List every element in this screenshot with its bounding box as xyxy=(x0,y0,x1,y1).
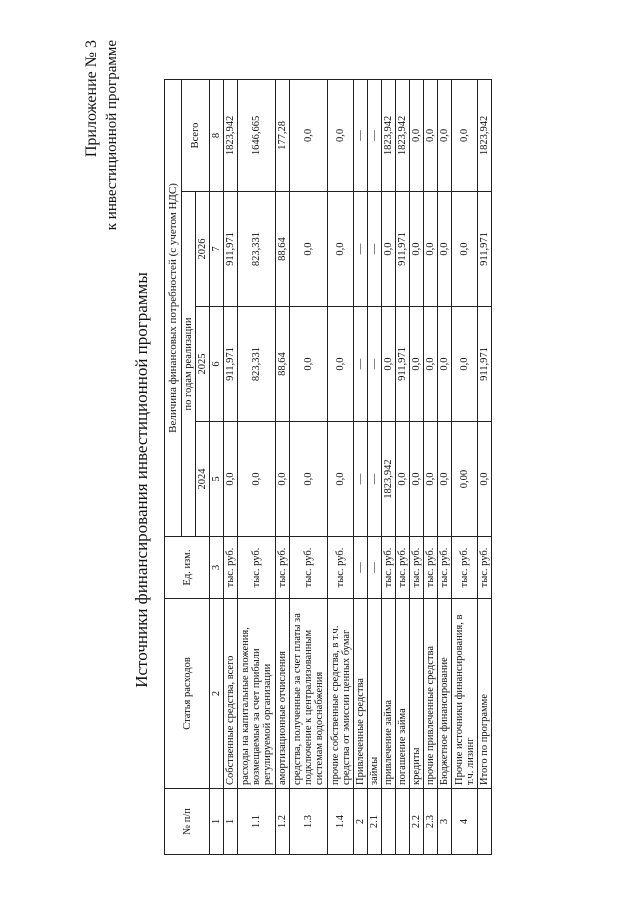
header-total: Всего xyxy=(182,79,210,191)
row-unit: тыс. руб. xyxy=(238,537,276,599)
row-item: прочие собственные средства, в т.ч. средства от эмиссии ценных бумаг xyxy=(328,599,354,789)
row-num: 2.3 xyxy=(424,789,438,855)
row-2026: — xyxy=(354,192,368,307)
row-num: 2 xyxy=(354,789,368,855)
row-total: 1823,942 xyxy=(396,79,410,191)
row-2025: 911,971 xyxy=(478,307,492,422)
row-2026: 0,0 xyxy=(290,192,328,307)
table-row xyxy=(478,79,492,854)
table-row xyxy=(276,79,290,854)
row-item: привлечение займа xyxy=(382,599,396,789)
row-2024: 0,0 xyxy=(290,422,328,537)
row-2026: — xyxy=(368,192,382,307)
row-num: 2.2 xyxy=(410,789,424,855)
row-total: 0,0 xyxy=(424,79,438,191)
row-2024: 0,0 xyxy=(224,422,238,537)
row-2024: 0,0 xyxy=(396,422,410,537)
row-2025: 0,0 xyxy=(382,307,396,422)
row-2024: 0,0 xyxy=(328,422,354,537)
header-item: Статья расходов xyxy=(165,599,210,789)
header-index: 1 xyxy=(210,789,224,855)
row-unit: тыс. руб. xyxy=(224,537,238,599)
row-2026: 0,0 xyxy=(452,192,478,307)
row-unit: — xyxy=(368,537,382,599)
header-num: № п/п xyxy=(165,789,210,855)
row-unit: тыс. руб. xyxy=(478,537,492,599)
row-2025: 0,0 xyxy=(424,307,438,422)
row-unit: тыс. руб. xyxy=(410,537,424,599)
row-item: прочие привлеченные средства xyxy=(424,599,438,789)
row-item: Привлеченные средства xyxy=(354,599,368,789)
table-row xyxy=(238,79,276,854)
row-num: 1.3 xyxy=(290,789,328,855)
row-2024: 0,00 xyxy=(452,422,478,537)
row-2025: 911,971 xyxy=(224,307,238,422)
row-unit: тыс. руб. xyxy=(438,537,452,599)
row-total: 0,0 xyxy=(290,79,328,191)
row-2025: 0,0 xyxy=(290,307,328,422)
annex-label xyxy=(82,40,122,230)
header-subgroup: по годам реализации xyxy=(182,192,196,537)
annex-subtitle: к инвестиционной программе xyxy=(104,40,120,231)
row-2025: — xyxy=(354,307,368,422)
header-index: 5 xyxy=(210,422,224,537)
row-2026: 88,64 xyxy=(276,192,290,307)
row-item: кредиты xyxy=(410,599,424,789)
row-2025: 0,0 xyxy=(410,307,424,422)
row-unit: тыс. руб. xyxy=(328,537,354,599)
row-unit: тыс. руб. xyxy=(290,537,328,599)
row-total: 1823,942 xyxy=(224,79,238,191)
row-num: 1.4 xyxy=(328,789,354,855)
row-total: — xyxy=(354,79,368,191)
table-row xyxy=(452,79,478,854)
row-num: 4 xyxy=(452,789,478,855)
row-2024: 0,0 xyxy=(410,422,424,537)
financing-table xyxy=(164,79,492,855)
row-num xyxy=(382,789,396,855)
row-2025: 88,64 xyxy=(276,307,290,422)
row-2025: 0,0 xyxy=(452,307,478,422)
header-group: Величина финансовых потребностей (с учетом НДС) xyxy=(165,79,182,536)
row-total: 1823,942 xyxy=(382,79,396,191)
row-2026: 0,0 xyxy=(328,192,354,307)
row-total: 0,0 xyxy=(452,79,478,191)
row-item: займы xyxy=(368,599,382,789)
row-num xyxy=(478,789,492,855)
row-item: амортизационные отчисления xyxy=(276,599,290,789)
row-2025: — xyxy=(368,307,382,422)
row-unit: тыс. руб. xyxy=(276,537,290,599)
header-index: 6 xyxy=(210,307,224,422)
row-item: расходы на капитальные вложения, возмещаемые за счет прибыли регулируемой организации xyxy=(238,599,276,789)
table-row xyxy=(438,79,452,854)
table-row xyxy=(328,79,354,854)
row-num: 1.1 xyxy=(238,789,276,855)
row-total: 1823,942 xyxy=(478,79,492,191)
row-unit: — xyxy=(354,537,368,599)
header-year-2026: 2026 xyxy=(196,192,210,307)
table-row xyxy=(368,79,382,854)
row-total: 1646,665 xyxy=(238,79,276,191)
row-2024: 0,0 xyxy=(238,422,276,537)
document-title: Источники финансирования инвестиционной программы xyxy=(132,272,151,688)
row-2025: 0,0 xyxy=(328,307,354,422)
row-2024: 0,0 xyxy=(276,422,290,537)
row-num: 1.2 xyxy=(276,789,290,855)
row-num xyxy=(396,789,410,855)
row-num: 2.1 xyxy=(368,789,382,855)
row-2026: 911,971 xyxy=(478,192,492,307)
table-row xyxy=(410,79,424,854)
header-index: 2 xyxy=(210,599,224,789)
row-item: Прочие источники финансирования, в т.ч. лизинг xyxy=(452,599,478,789)
row-2026: 0,0 xyxy=(424,192,438,307)
table-row xyxy=(396,79,410,854)
row-num: 1 xyxy=(224,789,238,855)
row-2024: — xyxy=(354,422,368,537)
row-num: 3 xyxy=(438,789,452,855)
header-index: 3 xyxy=(210,537,224,599)
row-unit: тыс. руб. xyxy=(382,537,396,599)
row-2026: 911,971 xyxy=(224,192,238,307)
row-total: — xyxy=(368,79,382,191)
header-index: 7 xyxy=(210,192,224,307)
row-item: погашение займа xyxy=(396,599,410,789)
row-item: Итого по программе xyxy=(478,599,492,789)
row-2025: 0,0 xyxy=(438,307,452,422)
row-item: Собственные средства, всего xyxy=(224,599,238,789)
row-2026: 0,0 xyxy=(382,192,396,307)
row-item: средства, полученные за счет платы за подключение к централизованным системам водоснабжения xyxy=(290,599,328,789)
header-index: 8 xyxy=(210,79,224,191)
row-total: 0,0 xyxy=(410,79,424,191)
row-2024: — xyxy=(368,422,382,537)
row-unit: тыс. руб. xyxy=(424,537,438,599)
row-2026: 823,331 xyxy=(238,192,276,307)
table-row xyxy=(354,79,368,854)
row-unit: тыс. руб. xyxy=(452,537,478,599)
row-total: 177,28 xyxy=(276,79,290,191)
row-total: 0,0 xyxy=(328,79,354,191)
table-row xyxy=(290,79,328,854)
row-item: Бюджетное финансирование xyxy=(438,599,452,789)
header-year-2024: 2024 xyxy=(196,422,210,537)
row-2024: 0,0 xyxy=(438,422,452,537)
row-2024: 0,0 xyxy=(424,422,438,537)
table-row xyxy=(424,79,438,854)
row-total: 0,0 xyxy=(438,79,452,191)
row-2026: 911,971 xyxy=(396,192,410,307)
row-2025: 911,971 xyxy=(396,307,410,422)
header-unit: Ед. изм. xyxy=(165,537,210,599)
table-row xyxy=(224,79,238,854)
row-2026: 0,0 xyxy=(438,192,452,307)
annex-number: Приложение № 3 xyxy=(83,40,100,158)
header-year-2025: 2025 xyxy=(196,307,210,422)
row-2024: 0,0 xyxy=(478,422,492,537)
table-row xyxy=(382,79,396,854)
row-2026: 0,0 xyxy=(410,192,424,307)
row-2025: 823,331 xyxy=(238,307,276,422)
row-2024: 1823,942 xyxy=(382,422,396,537)
row-unit: тыс. руб. xyxy=(396,537,410,599)
